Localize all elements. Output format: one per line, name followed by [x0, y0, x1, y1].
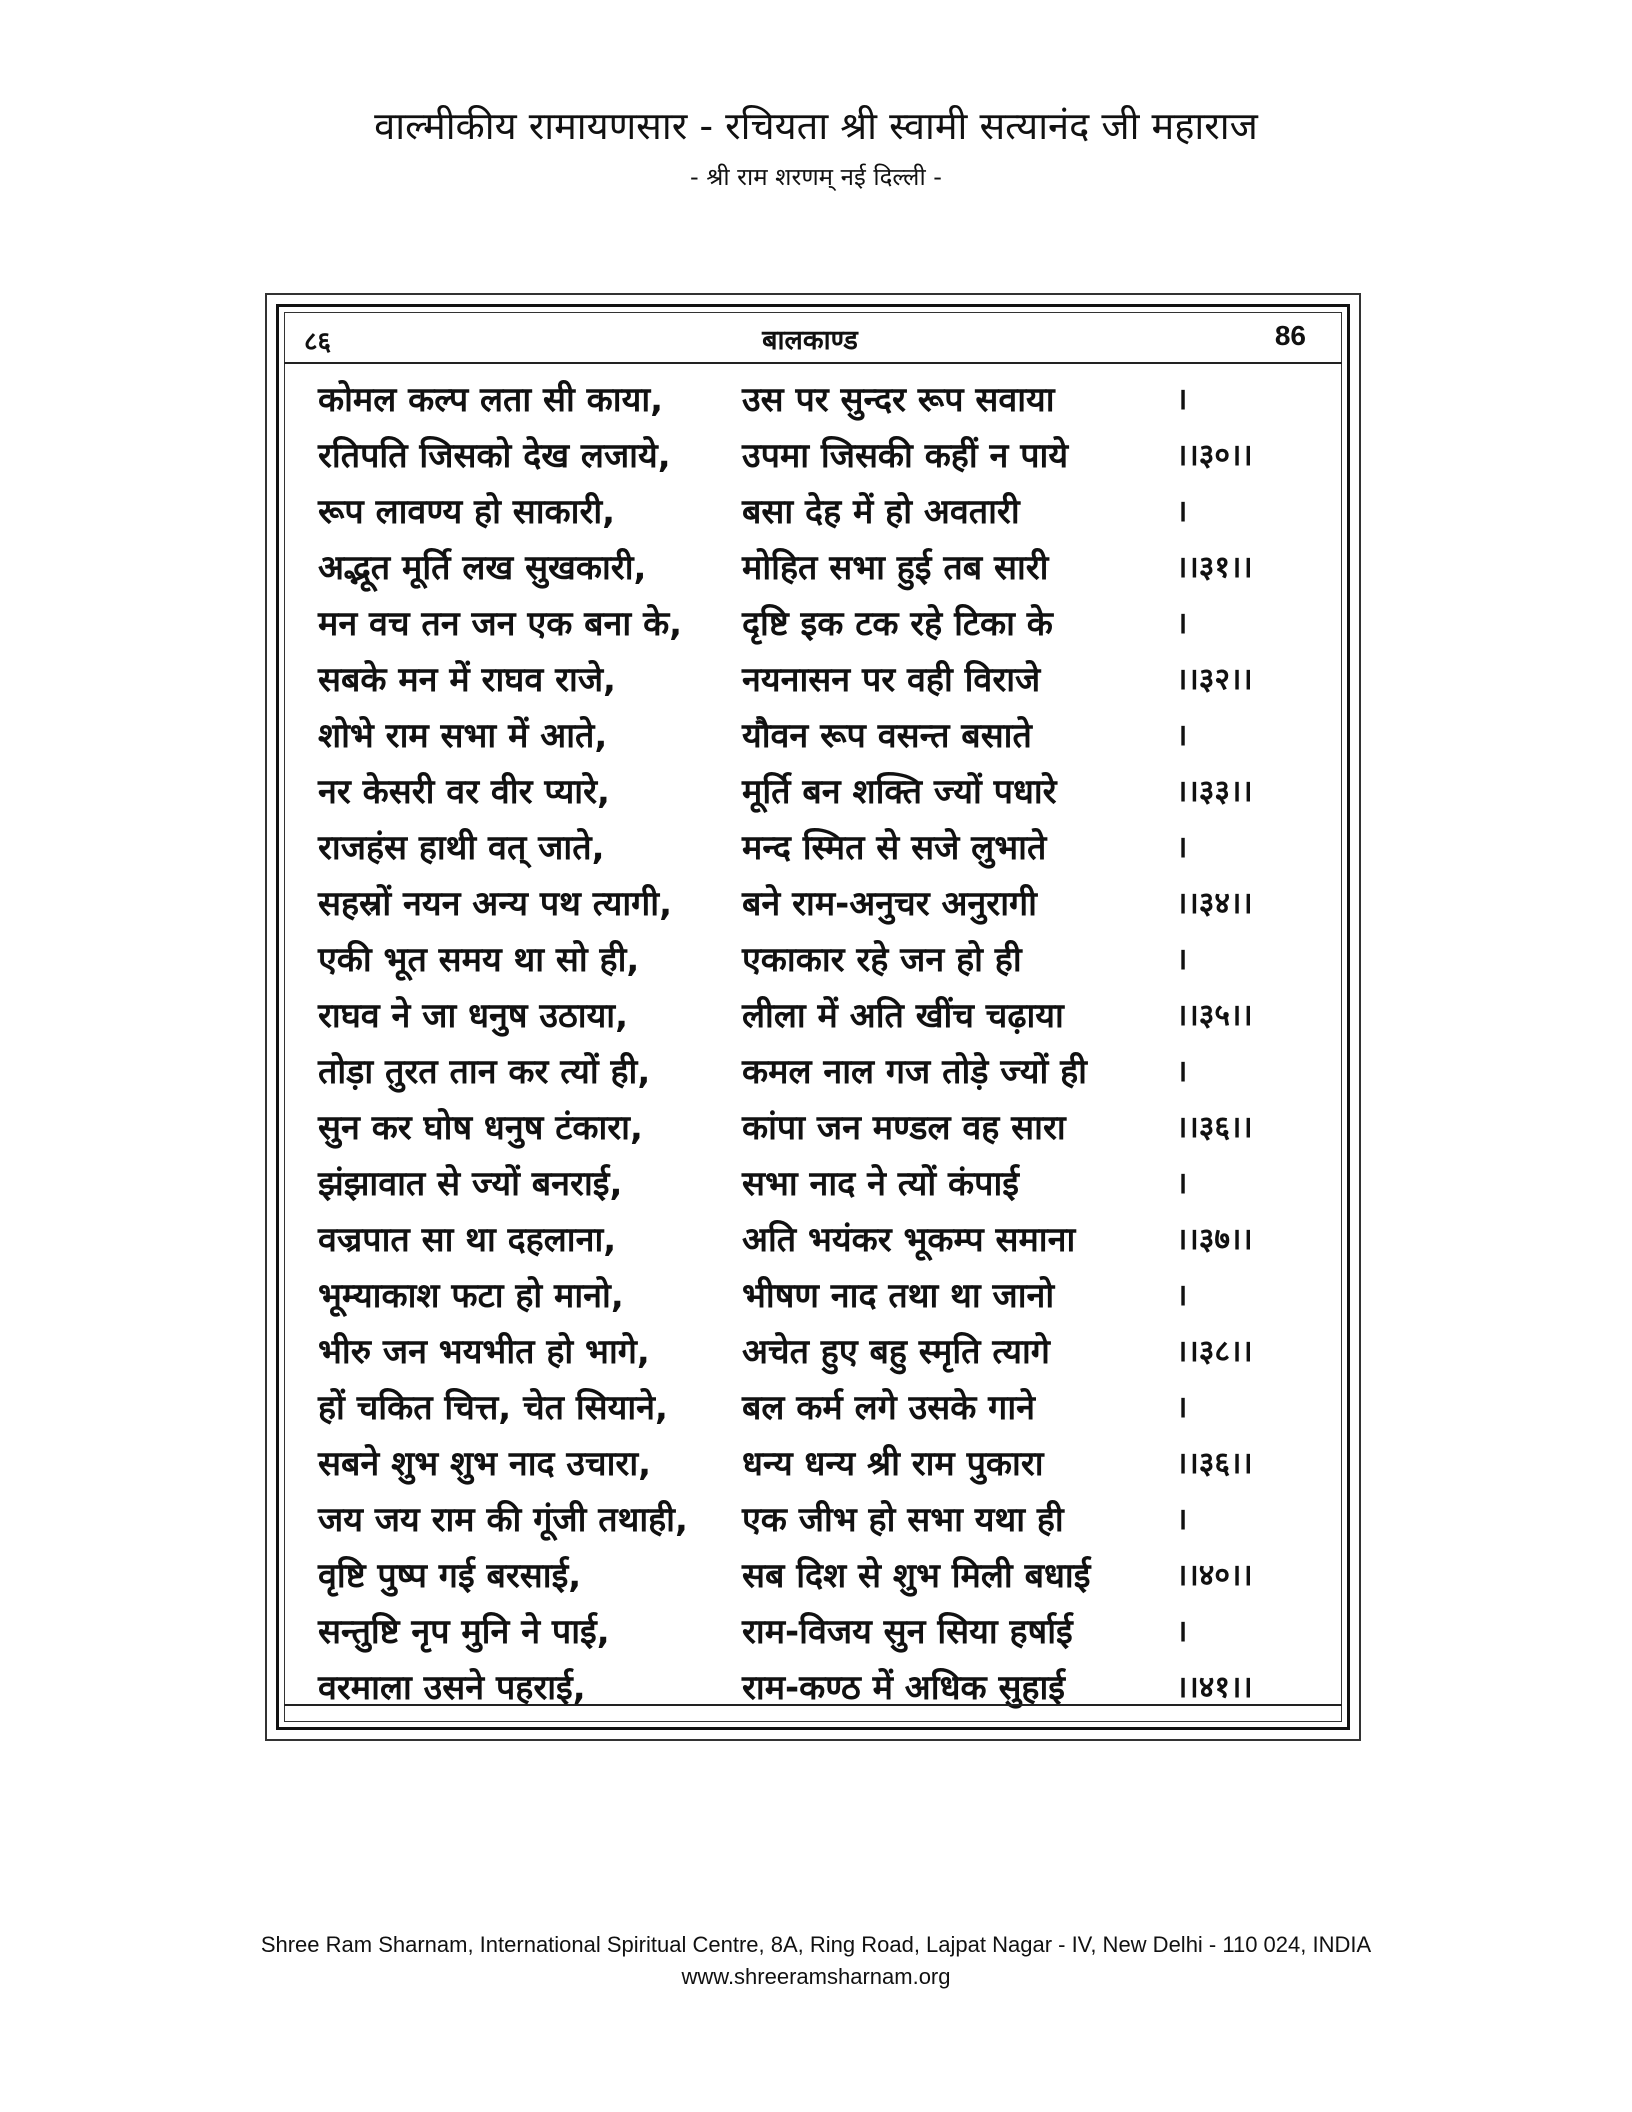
verse-second-half: सभा नाद ने त्यों कंपाई	[742, 1164, 1019, 1204]
verse-number: ।	[1176, 1502, 1188, 1537]
verse-second-half: मोहित सभा हुई तब सारी	[742, 548, 1049, 588]
verse-second-half: राम-विजय सुन सिया हर्षाई	[742, 1612, 1073, 1652]
verse-number: ।।३१।।	[1176, 550, 1253, 585]
verse-number: ।	[1176, 718, 1188, 753]
verse-row	[0, 484, 1632, 540]
footer-divider	[284, 1704, 1342, 1706]
verse-second-half: लीला में अति खींच चढ़ाया	[742, 996, 1064, 1036]
verse-first-half: वज्रपात सा था दहलाना,	[318, 1220, 617, 1260]
verse-first-half: भूम्याकाश फटा हो मानो,	[318, 1276, 624, 1316]
verse-number: ।	[1176, 494, 1188, 529]
verse-row	[0, 1548, 1632, 1604]
verse-row	[0, 1436, 1632, 1492]
verse-number: ।।४०।।	[1176, 1558, 1253, 1593]
header-divider	[284, 362, 1342, 364]
verse-row	[0, 1268, 1632, 1324]
verse-row	[0, 1660, 1632, 1716]
verse-first-half: एकी भूत समय था सो ही,	[318, 940, 640, 980]
verse-row	[0, 1604, 1632, 1660]
verse-number: ।।३६।।	[1176, 1110, 1253, 1145]
verse-row	[0, 652, 1632, 708]
verse-first-half: नर केसरी वर वीर प्यारे,	[318, 772, 610, 812]
footer-website: www.shreeramsharnam.org	[681, 1964, 951, 1989]
verse-first-half: तोड़ा तुरत तान कर त्यों ही,	[318, 1052, 651, 1092]
verse-row	[0, 820, 1632, 876]
verse-second-half: उस पर सुन्दर रूप सवाया	[742, 380, 1055, 420]
verse-number: ।	[1176, 1054, 1188, 1089]
verse-row	[0, 372, 1632, 428]
verse-first-half: मन वच तन जन एक बना के,	[318, 604, 683, 644]
verse-number: ।	[1176, 1614, 1188, 1649]
verse-first-half: सन्तुष्टि नृप मुनि ने पाई,	[318, 1612, 610, 1652]
verse-first-half: अद्भूत मूर्ति लख सुखकारी,	[318, 548, 647, 588]
verse-second-half: यौवन रूप वसन्त बसाते	[742, 716, 1032, 756]
verse-row	[0, 540, 1632, 596]
verse-second-half: कमल नाल गज तोड़े ज्यों ही	[742, 1052, 1087, 1092]
verse-first-half: सहस्रों नयन अन्य पथ त्यागी,	[318, 884, 672, 924]
verse-number: ।	[1176, 942, 1188, 977]
verse-second-half: मन्द स्मित से सजे लुभाते	[742, 828, 1047, 868]
verse-first-half: सबके मन में राघव राजे,	[318, 660, 616, 700]
verse-number: ।।३०।।	[1176, 438, 1253, 473]
verse-first-half: रूप लावण्य हो साकारी,	[318, 492, 616, 532]
verse-number: ।	[1176, 1166, 1188, 1201]
verse-number: ।।३३।।	[1176, 774, 1253, 809]
verse-second-half: एकाकार रहे जन हो ही	[742, 940, 1022, 980]
verse-number: ।।४१।।	[1176, 1670, 1253, 1705]
verse-second-half: दृष्टि इक टक रहे टिका के	[742, 604, 1053, 644]
verse-second-half: राम-कण्ठ में अधिक सुहाई	[742, 1668, 1065, 1708]
verse-second-half: अचेत हुए बहु स्मृति त्यागे	[742, 1332, 1050, 1372]
page-number: 86	[1274, 320, 1306, 351]
page-number-devanagari: ८६	[304, 327, 332, 357]
verse-second-half: बल कर्म लगे उसके गाने	[742, 1388, 1035, 1428]
verse-second-half: उपमा जिसकी कहीं न पाये	[742, 436, 1069, 476]
verse-first-half: सुन कर घोष धनुष टंकारा,	[318, 1108, 643, 1148]
document-title: वाल्मीकीय रामायणसार - रचियता श्री स्वामी सत्यानंद जी महाराज	[374, 104, 1258, 148]
verse-row	[0, 1044, 1632, 1100]
verse-number: ।।३४।।	[1176, 886, 1253, 921]
verse-number: ।।३२।।	[1176, 662, 1253, 697]
section-title: बालकाण्ड	[762, 325, 858, 356]
verse-first-half: भीरु जन भयभीत हो भागे,	[318, 1332, 650, 1372]
verse-number: ।।३८।।	[1176, 1334, 1253, 1369]
verse-first-half: वृष्टि पुष्प गई बरसाई,	[318, 1556, 582, 1596]
verse-number: ।	[1176, 1390, 1188, 1425]
verse-number: ।।३५।।	[1176, 998, 1253, 1033]
verse-second-half: कांपा जन मण्डल वह सारा	[742, 1108, 1066, 1148]
verse-first-half: राघव ने जा धनुष उठाया,	[318, 996, 629, 1036]
verse-number: ।	[1176, 382, 1188, 417]
verse-second-half: सब दिश से शुभ मिली बधाई	[742, 1556, 1091, 1596]
verse-first-half: हों चकित चित्त, चेत सियाने,	[318, 1388, 668, 1428]
verse-second-half: धन्य धन्य श्री राम पुकारा	[742, 1444, 1044, 1484]
verse-second-half: नयनासन पर वही विराजे	[742, 660, 1041, 700]
verse-row	[0, 596, 1632, 652]
verse-second-half: अति भयंकर भूकम्प समाना	[742, 1220, 1076, 1260]
verse-number: ।	[1176, 606, 1188, 641]
verse-second-half: मूर्ति बन शक्ति ज्यों पधारे	[742, 772, 1057, 812]
verse-row	[0, 1492, 1632, 1548]
verse-second-half: एक जीभ हो सभा यथा ही	[742, 1500, 1064, 1540]
footer-address: Shree Ram Sharnam, International Spiritual Centre, 8A, Ring Road, Lajpat Nagar - IV, New Delhi - 110 024, INDIA	[260, 1932, 1372, 1957]
verse-row	[0, 1324, 1632, 1380]
verse-row	[0, 708, 1632, 764]
verse-row	[0, 1380, 1632, 1436]
verse-number: ।।३७।।	[1176, 1222, 1253, 1257]
verse-row	[0, 764, 1632, 820]
verse-first-half: राजहंस हाथी वत् जाते,	[318, 828, 605, 868]
verse-first-half: सबने शुभ शुभ नाद उचारा,	[318, 1444, 652, 1484]
verse-first-half: झंझावात से ज्यों बनराई,	[318, 1164, 623, 1204]
verse-row	[0, 1156, 1632, 1212]
verse-row	[0, 1212, 1632, 1268]
verse-row	[0, 932, 1632, 988]
verse-first-half: रतिपति जिसको देख लजाये,	[318, 436, 671, 476]
verse-second-half: भीषण नाद तथा था जानो	[742, 1276, 1055, 1316]
verse-first-half: कोमल कल्प लता सी काया,	[318, 380, 664, 420]
verse-row	[0, 988, 1632, 1044]
document-subtitle: - श्री राम शरणम् नई दिल्ली -	[690, 163, 942, 191]
verse-second-half: बने राम-अनुचर अनुरागी	[742, 884, 1037, 924]
verse-row	[0, 876, 1632, 932]
verse-row	[0, 428, 1632, 484]
verse-row	[0, 1100, 1632, 1156]
verse-first-half: वरमाला उसने पहराई,	[318, 1668, 586, 1708]
verse-second-half: बसा देह में हो अवतारी	[742, 492, 1020, 532]
verse-first-half: शोभे राम सभा में आते,	[318, 716, 608, 756]
verse-first-half: जय जय राम की गूंजी तथाही,	[318, 1500, 688, 1540]
verse-number: ।	[1176, 830, 1188, 865]
verse-number: ।।३६।।	[1176, 1446, 1253, 1481]
verse-number: ।	[1176, 1278, 1188, 1313]
